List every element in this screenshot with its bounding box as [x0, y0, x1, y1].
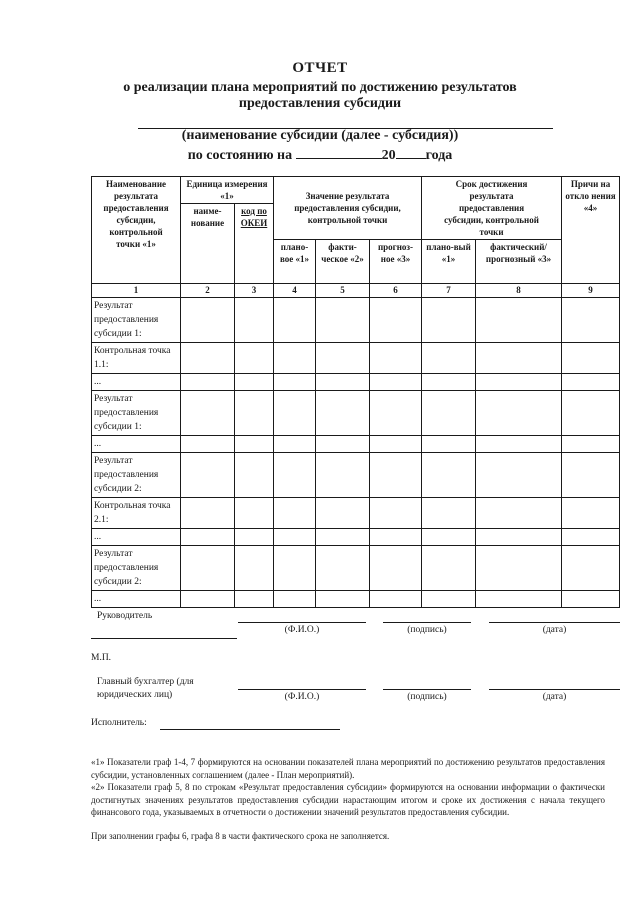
- year-blank: [396, 146, 426, 159]
- col-number: 4: [274, 284, 316, 298]
- row-label: ...: [92, 591, 181, 608]
- col-number: 7: [422, 284, 476, 298]
- head-position-line: [91, 638, 237, 639]
- table-row: [92, 591, 620, 608]
- accountant-sign-caption: (подпись): [407, 692, 447, 702]
- row-label: ...: [92, 374, 181, 391]
- accountant-date-line: [489, 689, 620, 690]
- header-reason: Причи на откло нения «4»: [562, 177, 620, 284]
- header-value-forecast: прогноз-ное «3»: [370, 240, 422, 284]
- accountant-fio-line: [238, 689, 366, 690]
- table-row: [92, 498, 620, 529]
- row-label: ...: [92, 529, 181, 546]
- row-label: Результат предоставления субсидии 1:: [92, 298, 181, 343]
- header-value: Значение результата предоставления субсидии, контрольной точки: [274, 177, 422, 240]
- head-fio-line: [238, 622, 366, 623]
- col-number: 1: [92, 284, 181, 298]
- accountant-date-caption: (дата): [542, 692, 567, 702]
- header-value-plan: плано-вое «1»: [274, 240, 316, 284]
- head-date-line: [489, 622, 620, 623]
- report-subtitle-line1: о реализации плана мероприятий по достижению результатов: [123, 80, 517, 95]
- head-fio-caption: (Ф.И.О.): [284, 625, 320, 635]
- head-date-caption: (дата): [542, 625, 567, 635]
- executor-line: [160, 729, 340, 730]
- report-subtitle-line2: предоставления субсидии: [238, 96, 402, 111]
- table-row: [92, 529, 620, 546]
- col-number: 8: [476, 284, 562, 298]
- table-row: [92, 374, 620, 391]
- footnote-1: «1» Показатели граф 1-4, 7 формируются на основании показателей плана мероприятий по достижению результатов предоставления субсидии, установленных соглашением (далее - План мероприятий).: [91, 757, 605, 780]
- col-number: 2: [181, 284, 235, 298]
- row-label: Результат предоставления субсидии 1:: [92, 391, 181, 436]
- col-number: 5: [316, 284, 370, 298]
- col-number: 9: [562, 284, 620, 298]
- table-row: [92, 391, 620, 436]
- date-blank: [296, 146, 382, 159]
- accountant-label-line1: Главный бухгалтер (для: [97, 677, 194, 687]
- table-row: [92, 298, 620, 343]
- header-unit-name: наиме-нование: [181, 204, 235, 284]
- header-value-fact: факти-ческое «2»: [316, 240, 370, 284]
- row-label: Результат предоставления субсидии 2:: [92, 453, 181, 498]
- accountant-fio-caption: (Ф.И.О.): [284, 692, 320, 702]
- report-title: ОТЧЕТ: [292, 60, 348, 76]
- footnote-3: При заполнении графы 6, графа 8 в части фактического срока не заполняется.: [91, 831, 390, 841]
- accountant-label-line2: юридических лиц): [97, 690, 173, 700]
- table-row: [92, 436, 620, 453]
- head-label: Руководитель: [97, 611, 153, 621]
- header-term-plan: плано-вый «1»: [422, 240, 476, 284]
- executor-label: Исполнитель:: [91, 718, 147, 728]
- subsidy-name-caption: (наименование субсидии (далее - субсидия)): [181, 128, 459, 143]
- status-suffix: года: [425, 148, 453, 163]
- stamp-label: М.П.: [91, 653, 112, 663]
- row-label: Результат предоставления субсидии 2:: [92, 546, 181, 591]
- row-label: Контрольная точка 1.1:: [92, 343, 181, 374]
- row-label: ...: [92, 436, 181, 453]
- status-prefix: по состоянию на: [187, 148, 293, 163]
- report-table: [91, 176, 620, 608]
- header-unit: Единица измерения «1»: [181, 177, 274, 204]
- header-okei-code: код по ОКЕИ: [235, 204, 274, 284]
- status-date-line: [0, 146, 640, 164]
- col-number: 3: [235, 284, 274, 298]
- footnote-2: «2» Показатели граф 5, 8 по строкам «Результат предоставления субсидии» формируются на основании информации о фактически достигнутых значениях результатов предоставления субсидии нарастающим итогом и сроке их достижения с начала текущего финансового года, указываемых в отчетности о достижении значений результатов предоставления субсидии.: [91, 782, 605, 817]
- head-sign-line: [383, 622, 471, 623]
- col-number: 6: [370, 284, 422, 298]
- row-label: Контрольная точка 2.1:: [92, 498, 181, 529]
- header-result-name: Наименование результата предоставления субсидии, контрольной точки «1»: [92, 177, 181, 284]
- accountant-sign-line: [383, 689, 471, 690]
- header-term: Срок достижения результата предоставления субсидии, контрольной точки: [422, 177, 562, 240]
- table-row: [92, 343, 620, 374]
- table-row: [92, 453, 620, 498]
- table-row: [92, 546, 620, 591]
- status-year: 20: [381, 148, 396, 163]
- header-term-fact: фактический/ прогнозный «3»: [476, 240, 562, 284]
- head-sign-caption: (подпись): [407, 625, 447, 635]
